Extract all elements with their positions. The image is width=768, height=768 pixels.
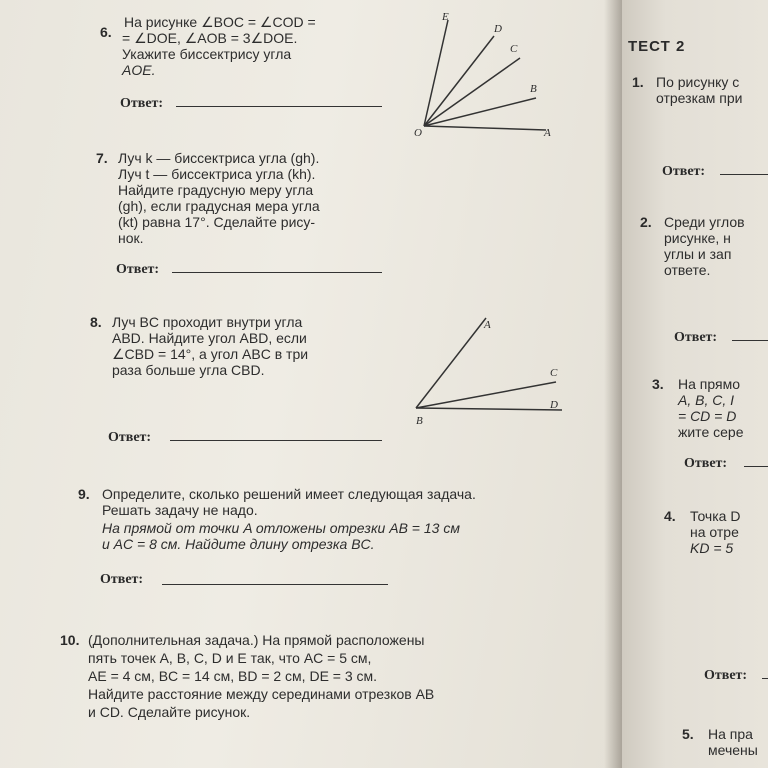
test-item-3-line: жите сере xyxy=(678,424,744,440)
test-item-3-line: = CD = D xyxy=(678,408,737,424)
problem-8-line: ABD. Найдите угол ABD, если xyxy=(112,330,307,346)
problem-7-line: нок. xyxy=(118,230,144,246)
label-b: B xyxy=(530,83,537,95)
label-e: E xyxy=(442,11,449,23)
test-title: ТЕСТ 2 xyxy=(628,38,686,55)
test-item-2-line: углы и зап xyxy=(664,246,732,262)
problem-7-number: 7. xyxy=(96,150,108,166)
test-item-5-line: На пра xyxy=(708,726,753,742)
problem-10-line: AE = 4 см, BC = 14 см, BD = 2 см, DE = 3 см. xyxy=(88,668,378,684)
test-item-3-line: На прямо xyxy=(678,376,740,392)
problem-8-line: ∠CBD = 14°, а угол ABC в три xyxy=(112,346,309,362)
test-item-1-answer-label: Ответ: xyxy=(662,164,706,179)
problem-6-answer-label: Ответ: xyxy=(120,96,164,111)
label-o: O xyxy=(414,127,422,139)
figure-8-diagram xyxy=(404,310,584,430)
problem-7-line: Луч k — биссектриса угла (gh). xyxy=(118,150,320,166)
problem-7-line: Луч t — биссектриса угла (kh). xyxy=(118,166,316,182)
ray-oa xyxy=(424,126,546,130)
test-item-5-number: 5. xyxy=(682,726,694,742)
problem-7-line: (kt) равна 17°. Сделайте рису- xyxy=(118,214,316,230)
label-c: C xyxy=(510,43,518,55)
test-item-4-line: KD = 5 xyxy=(690,540,734,556)
ray-bc xyxy=(416,382,556,408)
problem-9-line: На прямой от точки A отложены отрезки AB = 13 см xyxy=(102,520,460,536)
problem-10-line: пять точек A, B, C, D и E так, что AC = 5 см, xyxy=(88,650,372,666)
problem-9-number: 9. xyxy=(78,486,90,502)
test-item-4-answer-line[interactable] xyxy=(762,678,768,679)
label-c: C xyxy=(550,367,558,379)
problem-8-answer-line[interactable] xyxy=(170,440,382,441)
test-item-3-answer-line[interactable] xyxy=(744,466,768,467)
test-item-2-line: ответе. xyxy=(664,262,711,278)
test-item-2-line: Среди углов xyxy=(664,214,745,230)
problem-7-answer-label: Ответ: xyxy=(116,262,160,277)
test-item-3-answer-label: Ответ: xyxy=(684,456,728,471)
test-item-3-line: A, B, C, I xyxy=(678,392,735,408)
problem-9-answer-line[interactable] xyxy=(162,584,388,585)
problem-6-number: 6. xyxy=(100,24,112,40)
problem-9-line: и AC = 8 см. Найдите длину отрезка BC. xyxy=(102,536,375,552)
problem-9-line: Определите, сколько решений имеет следующая задача. xyxy=(102,486,476,502)
test-item-4-line: на отре xyxy=(690,524,739,540)
label-d: D xyxy=(494,23,502,35)
problem-10-line: Найдите расстояние между серединами отрезков AB xyxy=(88,686,435,702)
label-b: B xyxy=(416,415,423,427)
ray-bd xyxy=(416,408,562,410)
book-gutter xyxy=(604,0,622,768)
test-item-1-line: отрезкам при xyxy=(656,90,743,106)
test-item-5-line: мечены xyxy=(708,742,758,758)
problem-7-line: (gh), если градусная мера угла xyxy=(118,198,320,214)
problem-6-line: AOE. xyxy=(122,62,156,78)
test-item-1-line: По рисунку с xyxy=(656,74,740,90)
problem-7-answer-line[interactable] xyxy=(172,272,382,273)
label-d: D xyxy=(550,399,558,411)
test-item-4-answer-label: Ответ: xyxy=(704,668,748,683)
label-a: A xyxy=(484,319,491,331)
problem-10-number: 10. xyxy=(60,632,80,648)
test-item-4-line: Точка D xyxy=(690,508,741,524)
ray-ba xyxy=(416,318,486,408)
test-item-2-answer-line[interactable] xyxy=(732,340,768,341)
problem-6-line: Укажите биссектрису угла xyxy=(122,46,292,62)
problem-9-line: Решать задачу не надо. xyxy=(102,502,258,518)
problem-8-answer-label: Ответ: xyxy=(108,430,152,445)
problem-6-line: На рисунке ∠BOC = ∠COD = xyxy=(124,14,316,30)
problem-10-line: и CD. Сделайте рисунок. xyxy=(88,704,251,720)
ray-ob xyxy=(424,98,536,126)
right-page xyxy=(622,0,768,768)
label-a: A xyxy=(544,127,551,139)
test-item-4-number: 4. xyxy=(664,508,676,524)
test-item-1-number: 1. xyxy=(632,74,644,90)
problem-9-answer-label: Ответ: xyxy=(100,572,144,587)
test-item-2-number: 2. xyxy=(640,214,652,230)
problem-8-line: Луч BC проходит внутри угла xyxy=(112,314,303,330)
problem-8-line: раза больше угла CBD. xyxy=(112,362,265,378)
problem-10-line: (Дополнительная задача.) На прямой расположены xyxy=(88,632,425,648)
test-item-3-number: 3. xyxy=(652,376,664,392)
test-item-1-answer-line[interactable] xyxy=(720,174,768,175)
problem-8-number: 8. xyxy=(90,314,102,330)
problem-6-answer-line[interactable] xyxy=(176,106,382,107)
test-item-2-line: рисунке, н xyxy=(664,230,731,246)
ray-oc xyxy=(424,58,520,126)
problem-6-line: = ∠DOE, ∠AOB = 3∠DOE. xyxy=(122,30,298,46)
problem-7-line: Найдите градусную меру угла xyxy=(118,182,314,198)
test-item-2-answer-label: Ответ: xyxy=(674,330,718,345)
figure-6-diagram xyxy=(408,8,578,143)
